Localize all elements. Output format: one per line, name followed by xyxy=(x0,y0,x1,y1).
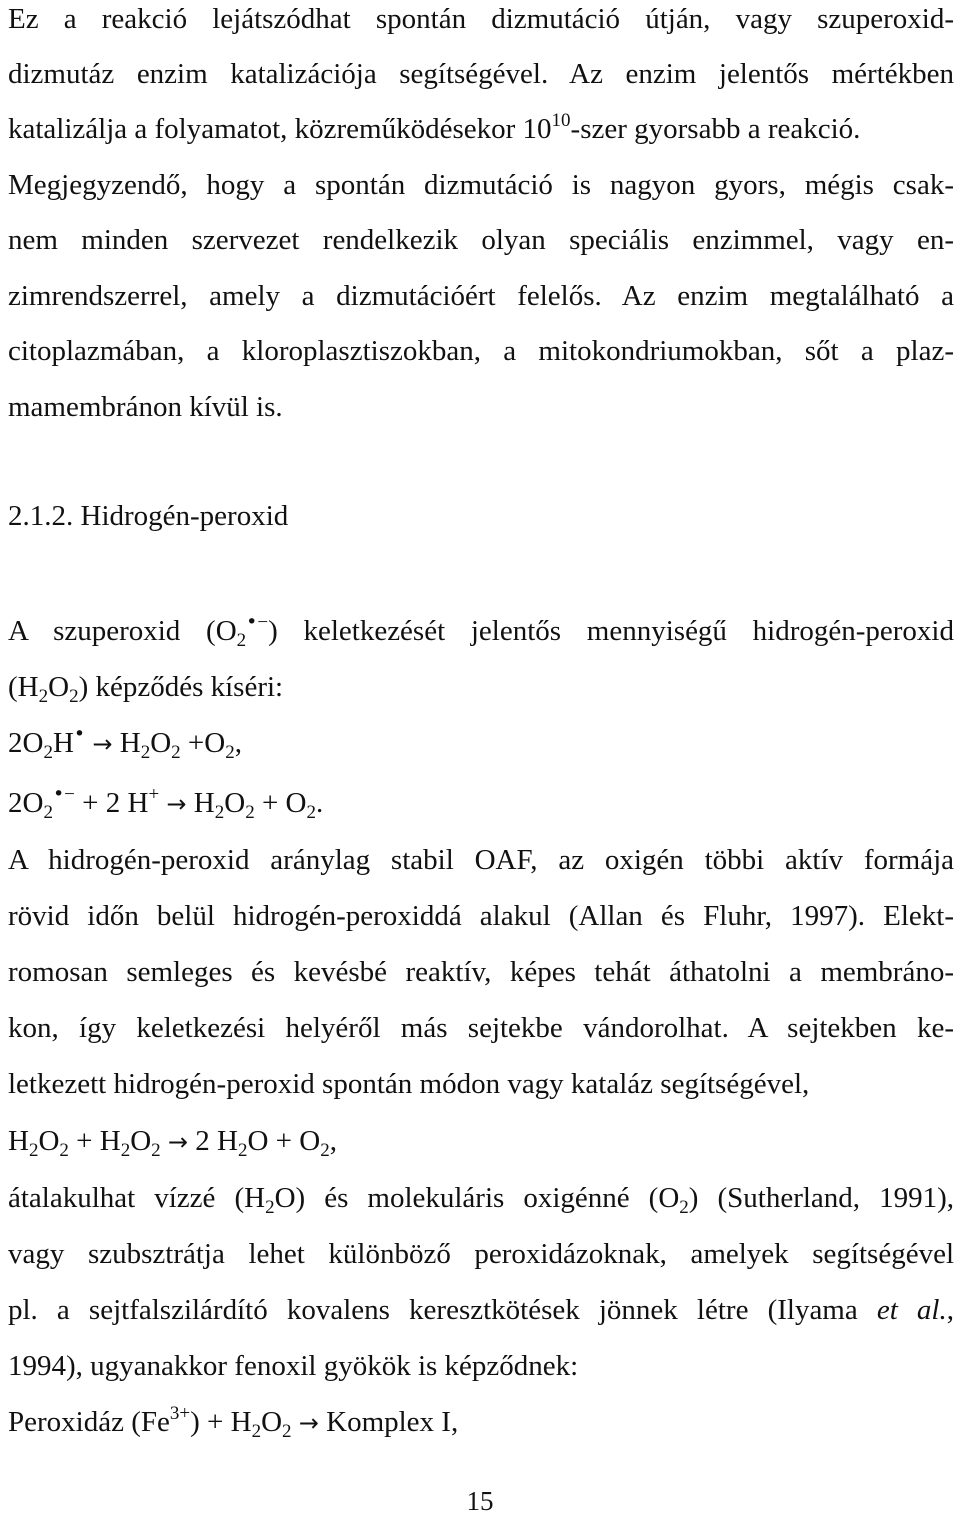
paragraph-3-line-3: romosan semleges és kevésbé reaktív, képes tehát áthatolni a membráno- xyxy=(8,956,954,988)
paragraph-3-line-4: kon, így keletkezési helyéről más sejtekbe vándorolhat. A sejtekben ke- xyxy=(8,1012,954,1044)
paragraph-1-line-8: mamembránon kívül is. xyxy=(8,391,283,423)
paragraph-2-line-2: $(H_2O_2)$ képződés kíséri: xyxy=(8,671,284,707)
equation-4: Peroxidáz $(Fe^{3+}) + H_2O_2$ → Komplex I, xyxy=(8,1403,459,1442)
paragraph-1-line-2: dizmutáz enzim katalizációja segítségével. Az enzim jelentős mértékben xyxy=(8,58,954,90)
arrow-icon: → xyxy=(298,1409,319,1437)
paragraph-1-line-5: nem minden szervezet rendelkezik olyan speciális enzimmel, vagy en- xyxy=(8,224,954,256)
paragraph-3-line-1: A hidrogén-peroxid aránylag stabil OAF, az oxigén többi aktív formája xyxy=(8,844,954,876)
section-heading: 2.1.2. Hidrogén-peroxid xyxy=(8,500,289,532)
paragraph-2-line-1: A szuperoxid $(O_2^{•-})$ keletkezését jelentős mennyiségű hidrogén-peroxid xyxy=(8,611,954,651)
paragraph-3-line-7: vagy szubsztrátja lehet különböző peroxidázoknak, amelyek segítségével xyxy=(8,1238,954,1270)
arrow-icon: → xyxy=(167,1128,189,1156)
arrow-icon: → xyxy=(166,790,187,818)
paragraph-3-line-2: rövid időn belül hidrogén-peroxiddá alakul (Allan és Fluhr, 1997). Elekt- xyxy=(8,900,954,932)
paragraph-1-line-6: zimrendszerrel, amely a dizmutációért felelős. Az enzim megtalálható a xyxy=(8,280,954,312)
paragraph-3-line-5: letkezett hidrogén-peroxid spontán módon vagy kataláz segítségével, xyxy=(8,1068,810,1100)
paragraph-1-line-1: Ez a reakció lejátszódhat spontán dizmutáció útján, vagy szuperoxid- xyxy=(8,3,954,35)
equation-1: $2O_2H^• \to H_2O_2 +O_2$, xyxy=(8,723,242,763)
paragraph-3-line-9: 1994), ugyanakkor fenoxil gyökök is képződnek: xyxy=(8,1350,579,1382)
arrow-icon: → xyxy=(92,730,113,758)
page-number: 15 xyxy=(466,1486,494,1516)
paragraph-1-line-3: katalizálja a folyamatot, közreműködésekor $10^{10}$-szer gyorsabb a reakció. xyxy=(8,110,861,145)
paragraph-1-line-7: citoplazmában, a kloroplasztiszokban, a mitokondriumokban, sőt a plaz- xyxy=(8,335,954,367)
paragraph-3-line-6: átalakulhat vízzé $(H_2O)$ és molekuláris oxigénné $(O_2)$ (Sutherland, 1991), xyxy=(8,1182,954,1218)
equation-3: $H_2O_2 + H_2O_2 \to 2$ $H_2O + O_2$, xyxy=(8,1125,337,1161)
equation-2: $2O_2^{•-} + 2$ $H^+ \to H_2O_2 + O_2$. xyxy=(8,783,324,823)
paragraph-1-line-4: Megjegyzendő, hogy a spontán dizmutáció is nagyon gyors, mégis csak- xyxy=(8,169,954,201)
paragraph-3-line-8: pl. a sejtfalszilárdító kovalens keresztkötések jönnek létre (Ilyama et al., xyxy=(8,1294,954,1326)
